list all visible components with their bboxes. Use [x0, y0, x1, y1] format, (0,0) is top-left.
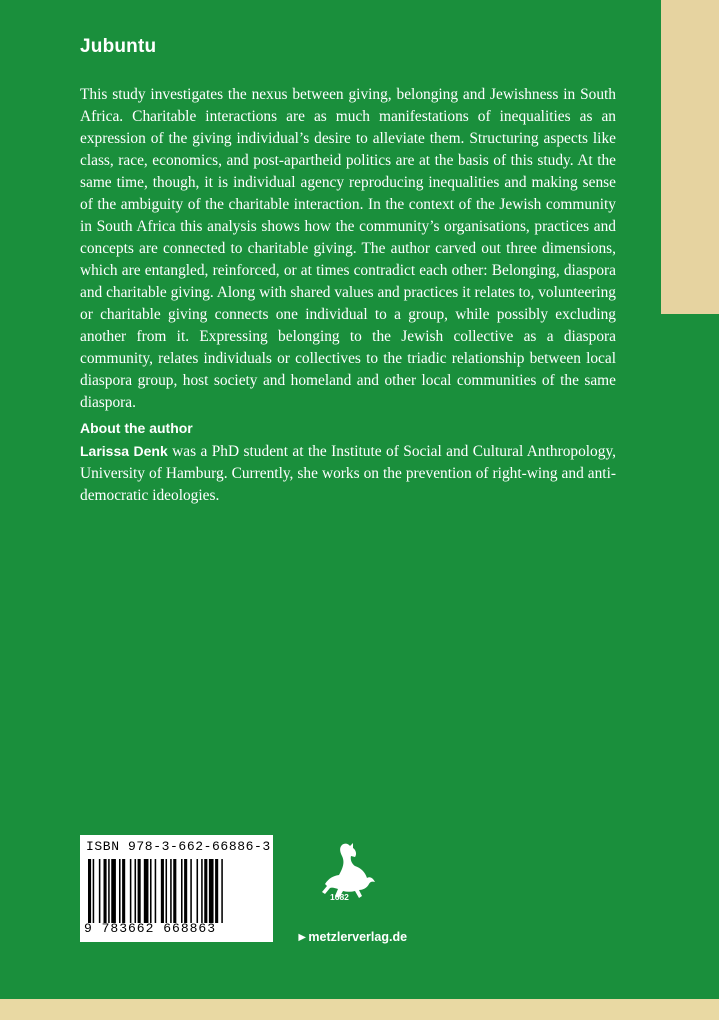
barcode-icon	[88, 859, 266, 923]
green-strip	[661, 314, 719, 999]
isbn-label: ISBN 978-3-662-66886-3	[86, 839, 271, 854]
author-name: Larissa Denk	[80, 443, 168, 459]
blurb-text: This study investigates the nexus between giving, belonging and Jewishness in South Africa. Charitable interactions are as much manifestations of inequalities as an expression of the giving individual’s desire to alleviate them. Structuring aspects like class, race, economics, and post-apartheid politics are at the basis of this study. At the same time, though, it is individual agency reproducing inequalities and making sense of the ambiguity of the charitable interaction. In the context of the Jewish community in South Africa this analysis shows how the community’s organisations, practices and concepts are connected to charitable giving. The author carved out three dimensions, which are entangled, reinforced, or at times contradict each other: Belonging, diaspora and charitable giving. Along with shared values and practices it relates to, volunteering or charitable giving connects one individual to a group, while possibly excluding another from it. Expressing belonging to the Jewish collective as a diaspora community, relates individuals or collectives to the triadic relationship between local diaspora group, host society and homeland and other local communities of the same diaspora.	[80, 86, 616, 411]
about-text	[80, 440, 616, 507]
beige-tab	[661, 0, 719, 314]
isbn-barcode-box	[80, 835, 273, 942]
about-heading: About the author	[80, 420, 193, 436]
author-bio: was a PhD student at the Institute of Social and Cultural Anthropology, University of Hamburg. Currently, she works on the prevention of right-wing and anti-democratic ideologies.	[80, 443, 616, 504]
barcode-digits: 9 783662 668863	[84, 921, 217, 936]
publisher-link[interactable]: ►metzlerverlag.de	[296, 930, 408, 944]
logo-year: 1682	[330, 892, 349, 902]
bottom-margin	[0, 999, 719, 1020]
series-title: Jubuntu	[80, 36, 157, 57]
